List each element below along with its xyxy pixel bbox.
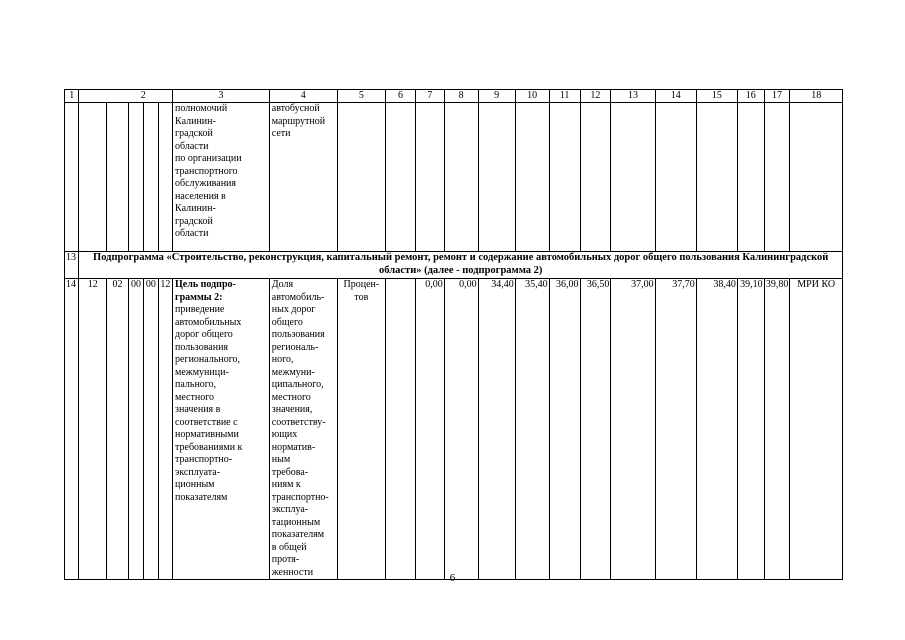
- value-col-9: 34,40: [478, 279, 515, 580]
- header-cell-15: 15: [696, 90, 737, 103]
- continuation-row: [65, 103, 843, 252]
- continued-goal-text: полномочий Калинин- градской области по организации транспортного обслуживания населения в Калинин- градской области: [173, 103, 270, 252]
- code-goal: 00: [128, 279, 143, 580]
- header-cell-2-part: [107, 90, 129, 103]
- code-program: 12: [79, 279, 107, 580]
- header-cell-17: 17: [764, 90, 790, 103]
- header-cell-12: 12: [580, 90, 611, 103]
- value-col-16: 39,10: [737, 279, 764, 580]
- header-cell-13: 13: [611, 90, 655, 103]
- header-cell-11: 11: [549, 90, 580, 103]
- goal-description: Цель подпро- граммы 2: приведение автомобильных дорог общего пользования регионального, межмуници- пального, местного значения в соответствие с нормативными требованиями к транспортно- эксплуата- ционным показателям: [173, 279, 270, 580]
- header-cell-5: 5: [337, 90, 385, 103]
- value-col-12: 36,50: [580, 279, 611, 580]
- indicators-table: [64, 89, 843, 580]
- goal-row-number: 14: [65, 279, 79, 580]
- header-cell-10: 10: [515, 90, 549, 103]
- code-subprogram: 02: [107, 279, 129, 580]
- subprogram-title: Подпрограмма «Строительство, реконструкция, капитальный ремонт, ремонт и содержание автомобильных дорог общего пользования Калининградской области» (далее - подпрограмма 2): [79, 252, 843, 279]
- code-task: 00: [144, 279, 158, 580]
- header-cell-6: 6: [386, 90, 416, 103]
- header-cell-9: 9: [478, 90, 515, 103]
- goal-row: [65, 279, 843, 580]
- code-indicator: 12: [158, 279, 172, 580]
- column-number-row: [65, 90, 843, 103]
- header-cell-16: 16: [737, 90, 764, 103]
- header-cell-2-right: [158, 90, 172, 103]
- subprogram-row: [65, 252, 843, 279]
- responsible-executor: МРИ КО: [790, 279, 843, 580]
- unit-of-measure: Процен- тов: [337, 279, 385, 580]
- page-number: 6: [449, 572, 456, 584]
- header-cell-7: 7: [415, 90, 444, 103]
- header-cell-3: 3: [173, 90, 270, 103]
- value-col-17: 39,80: [764, 279, 790, 580]
- value-col-13: 37,00: [611, 279, 655, 580]
- header-cell-2-left: [79, 90, 107, 103]
- value-col-14: 37,70: [655, 279, 696, 580]
- subprogram-row-number: 13: [65, 252, 79, 279]
- value-col-10: 35,40: [515, 279, 549, 580]
- value-col-11: 36,00: [549, 279, 580, 580]
- header-cell-18: 18: [790, 90, 843, 103]
- header-cell-4: 4: [269, 90, 337, 103]
- header-cell-2: 2: [128, 90, 158, 103]
- header-cell-1: 1: [65, 90, 79, 103]
- value-col-7: 0,00: [415, 279, 444, 580]
- header-cell-8: 8: [444, 90, 478, 103]
- value-col-6: [386, 279, 416, 580]
- value-col-15: 38,40: [696, 279, 737, 580]
- indicator-description: Доля автомобиль- ных дорог общего пользования региональ- ного, межмуни- ципального, местного значения, соответству- ющих норматив- ным требова- ниям к транспортно- эксплуа- тационным показателям в общей протя- женности: [269, 279, 337, 580]
- continued-indicator-text: автобусной маршрутной сети: [269, 103, 337, 252]
- value-col-8: 0,00: [444, 279, 478, 580]
- header-cell-14: 14: [655, 90, 696, 103]
